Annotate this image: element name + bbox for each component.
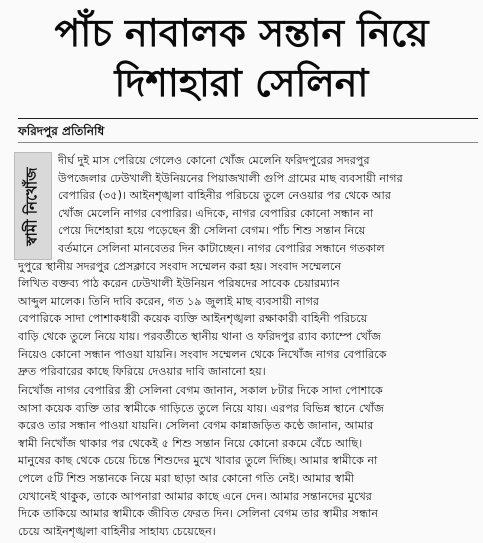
byline: ফরিদপুর প্রতিনিধি <box>18 124 105 138</box>
article-line: পেয়ে দিশেহারা হয়ে পড়েছেন স্ত্রী সেলিনা বেগম। পাঁচ শিশু সন্তান নিয়ে <box>58 224 366 238</box>
article-line: দীর্ঘ দুই মাস পেরিয়ে গেলেও কোনো খোঁজ মেলেনি ফরিদপুরের সদরপুর <box>58 154 370 167</box>
article-line: উপজেলার ঢেউখালী ইউনিয়নের পিয়াজখালী গুপি গ্রামের মাছ ব্যবসায়ী নাগর <box>58 171 403 185</box>
article-line: নিখোঁজ নাগর বেপারির স্ত্রী সেলিনা বেগম জানান, সকাল ৮টার দিকে সাদা পোশাকে <box>18 384 383 397</box>
article-line: মানুষের কাছ থেকে চেয়ে চিন্তে শিশুদের মুখে খাবার তুলে দিচ্ছি। আমার স্বামীকে না <box>18 454 378 468</box>
article-line: যেখানেই থাকুক, তাকে আপনারা আমার কাছে এনে দেন। আমার সন্তানদের মুখের <box>18 489 372 503</box>
article-line: বাড়ি থেকে তুলে নিয়ে যায়। পরবর্তীতে স্থানীয় থানা ও ফরিদপুর র‍্যাব ক্যাম্পে খোঁজ <box>18 329 382 343</box>
byline-divider <box>18 142 478 143</box>
headline-line-2: দিশাহারা সেলিনা <box>114 60 369 105</box>
article-line: চেয়ে আইনশৃঙ্খলা বাহিনীর সাহায্য চেয়েছেন। <box>18 524 216 538</box>
headline <box>0 8 483 108</box>
side-tag-label: স্বামী নিখোঁজ <box>22 166 41 246</box>
article-line: করেও তার সন্ধান পাওয়া যায়নি। সেলিনা বেগম কান্নাজড়িত কণ্ঠে জানান, আমার <box>18 419 374 433</box>
article-line: দিকে তাকিয়ে আমার স্বামীকে জীবিত ফেরত দিন। সেলিনা বেগম তার স্বামীর সন্ধান <box>18 507 379 521</box>
article-line: দুপুরে স্থানীয় সদরপুর প্রেসক্লাবে সংবাদ সম্মেলন করা হয়। সংবাদ সম্মেলনে <box>18 259 342 273</box>
article-line: খোঁজ মেলেনি নাগর বেপারির। এদিকে, নাগর বেপারির কোনো সন্ধান না <box>58 206 374 220</box>
article-line: লিখিত বক্তব্য পাঠ করেন ঢেউখালী ইউনিয়ন পরিষদের সাবেক চেয়ারম্যান <box>18 277 340 291</box>
article-line: নিয়েও কোনো সন্ধান পাওয়া যায়নি। সংবাদ সম্মেলন থেকে নিখোঁজ নাগর বেপারিকে <box>18 347 387 361</box>
article-line: বর্তমানে সেলিনা মানবেতর দিন কাটাচ্ছেন। নাগর বেপারির সন্ধানে গতকাল <box>58 241 385 255</box>
article-line: স্বামী নিখোঁজ থাকার পর থেকেই ৫ শিশু সন্তান নিয়ে কোনো রকমে বেঁচে আছি। <box>18 436 363 450</box>
article-line: বেপারির (৩৫)। আইনশৃঙ্খলা বাহিনীর পরিচয়ে তুলে নেওয়ার পর থেকে আর <box>58 189 392 203</box>
article-line: পেলে ৫টি শিশু সন্তানকে নিয়ে মরা ছাড়া আর কোনো গতি নেই। আমার স্বামী <box>18 471 355 485</box>
article-line: আব্দুল মালেক। তিনি দাবি করেন, গত ১৯ জুলাই মাছ ব্যবসায়ী নাগর <box>18 294 320 308</box>
headline-divider <box>18 118 478 119</box>
headline-line-1: পাঁচ নাবালক সন্তান নিয়ে <box>54 10 429 55</box>
side-tag <box>14 152 52 260</box>
article-line: দ্রুত পরিবারের কাছে ফিরিয়ে দেওয়ার দাবি জানানো হয়। <box>18 365 266 379</box>
article-paragraph-2 <box>18 382 472 540</box>
article-line: বেপারিকে সাদা পোশাকধারী কয়েক ব্যক্তি আইনশৃঙ্খলা রক্ষাকারী বাহিনী পরিচয়ে <box>18 312 368 326</box>
article-line: আসা কয়েক ব্যক্তি তার স্বামীকে গাড়িতে তুলে নিয়ে যায়। এরপর বিভিন্ন স্থানে খোঁজ <box>18 401 385 415</box>
